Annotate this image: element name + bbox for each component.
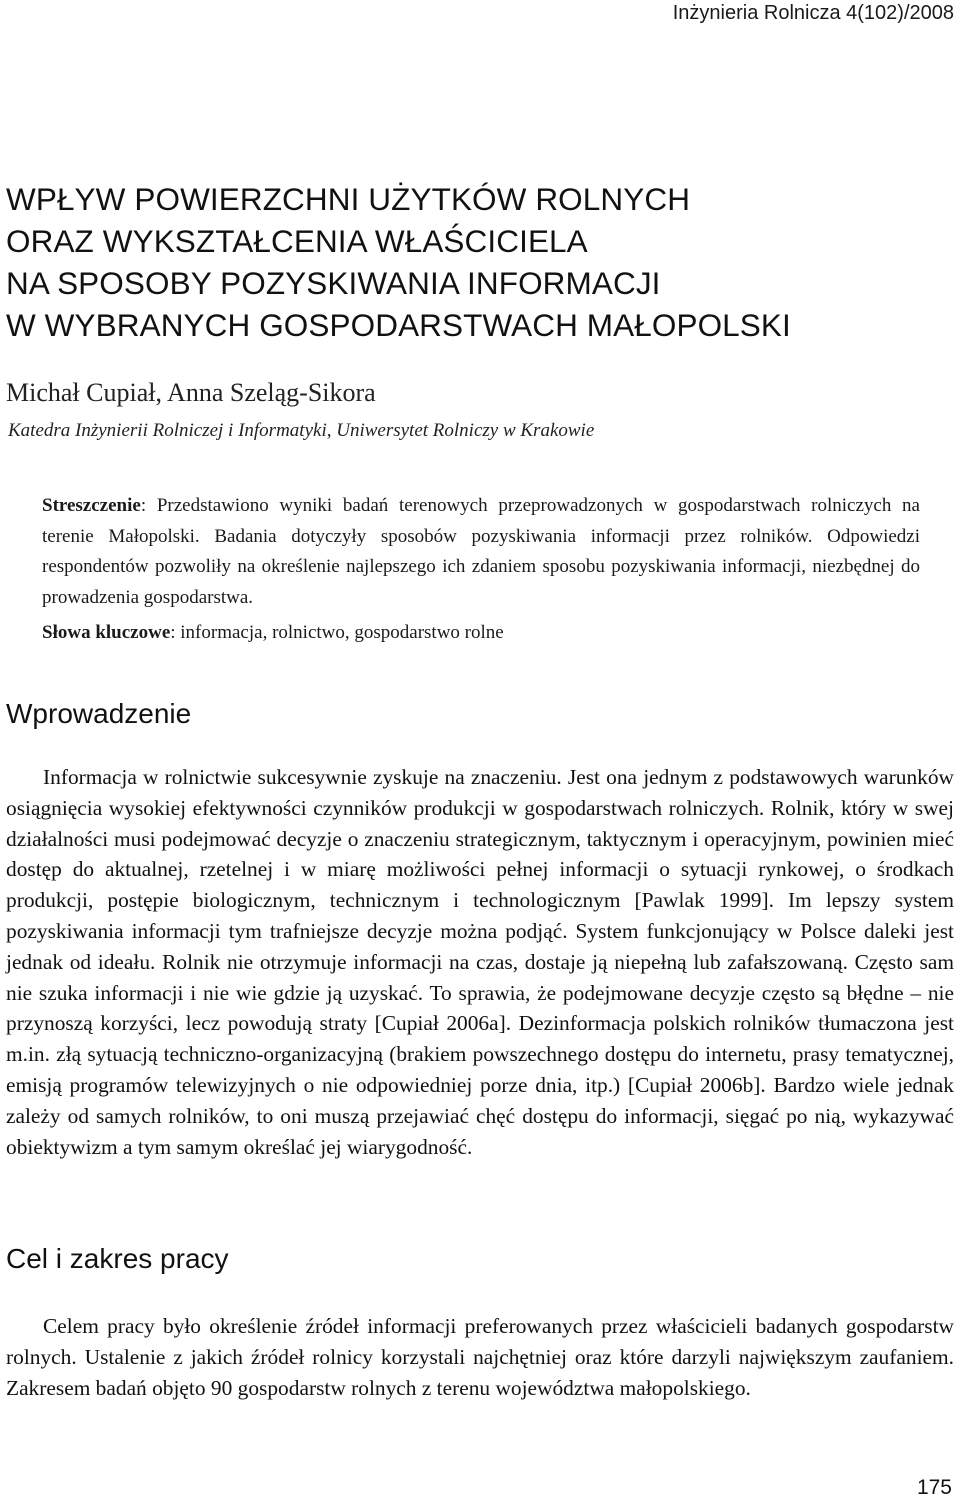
paper-title xyxy=(6,178,936,346)
abstract-label: Streszczenie xyxy=(42,495,141,516)
paper-title-line-1: WPŁYW POWIERZCHNI UŻYTKÓW ROLNYCH xyxy=(6,181,691,217)
section-heading-introduction: Wprowadzenie xyxy=(6,698,192,729)
section-heading-aim-and-scope: Cel i zakres pracy xyxy=(6,1243,229,1274)
journal-header: Inżynieria Rolnicza 4(102)/2008 xyxy=(672,2,954,24)
keywords xyxy=(42,622,920,644)
paper-title-line-3: NA SPOSOBY POZYSKIWANIA INFORMACJI xyxy=(6,265,661,301)
aim-and-scope-paragraph: Celem pracy było określenie źródeł informacji preferowanych przez właścicieli badanych gospodarstw rolnych. Ustalenie z jakich źródeł rolnicy korzystali najchętniej oraz które darzyli największym zaufaniem. Zakresem badań objęto 90 gospodarstw rolnych z terenu województwa małopolskiego. xyxy=(6,1314,954,1400)
affiliation: Katedra Inżynierii Rolniczej i Informatyki, Uniwersytet Rolniczy w Krakowie xyxy=(8,420,595,441)
abstract xyxy=(42,491,920,613)
abstract-text: : Przedstawiono wyniki badań terenowych przeprowadzonych w gospodarstwach rolniczych na terenie Małopolski. Badania dotyczyły sposobów pozyskiwania informacji przez rolników. Odpowiedzi respondentów pozwoliły na określenie najlepszego ich zdaniem sposobu pozyskiwania informacji, niezbędnej do prowadzenia gospodarstwa. xyxy=(42,495,920,608)
keywords-label: Słowa kluczowe xyxy=(42,622,171,643)
paper-title-line-4: W WYBRANYCH GOSPODARSTWACH MAŁOPOLSKI xyxy=(6,307,791,343)
authors: Michał Cupiał, Anna Szeląg-Sikora xyxy=(6,378,376,407)
page-number: 175 xyxy=(916,1476,952,1499)
introduction-paragraph: Informacja w rolnictwie sukcesywnie zyskuje na znaczeniu. Jest ona jednym z podstawowych warunków osiągnięcia wysokiej efektywności czynników produkcji w gospodarstwach rolniczych. Rolnik, który w swej działalności musi podejmować decyzje o znaczeniu strategicznym, taktycznym i operacyjnym, powinien mieć dostęp do aktualnej, rzetelnej i w miarę możliwości pełnej informacji o sytuacji rynkowej, o środkach produkcji, postępie biologicznym, technicznym i technologicznym [Pawlak 1999]. Im lepszy system pozyskiwania informacji tym trafniejsze decyzje można podjąć. System funkcjonujący w Polsce daleki jest jednak od ideału. Rolnik nie otrzymuje informacji na czas, dostaje ją niepełną lub zafałszowaną. Często sam nie szuka informacji i nie wie gdzie ją uzyskać. To sprawia, że podejmowane decyzje często są błędne – nie przynoszą korzyści, lecz powodują straty [Cupiał 2006a]. Dezinformacja polskich rolników tłumaczona jest m.in. złą sytuacją techniczno-organizacyjną (brakiem powszechnego dostępu do internetu, prasy tematycznej, emisją programów telewizyjnych o nie odpowiedniej porze dnia, itp.) [Cupiał 2006b]. Bardzo wiele jednak zależy od samych rolników, to oni muszą przejawiać chęć dostępu do informacji, sięgać po nią, wykazywać obiektywizm a tym samym określać jej wiarygodność. xyxy=(6,765,954,1159)
paper-title-line-2: ORAZ WYKSZTAŁCENIA WŁAŚCICIELA xyxy=(6,223,588,259)
keywords-text: : informacja, rolnictwo, gospodarstwo rolne xyxy=(170,622,504,643)
